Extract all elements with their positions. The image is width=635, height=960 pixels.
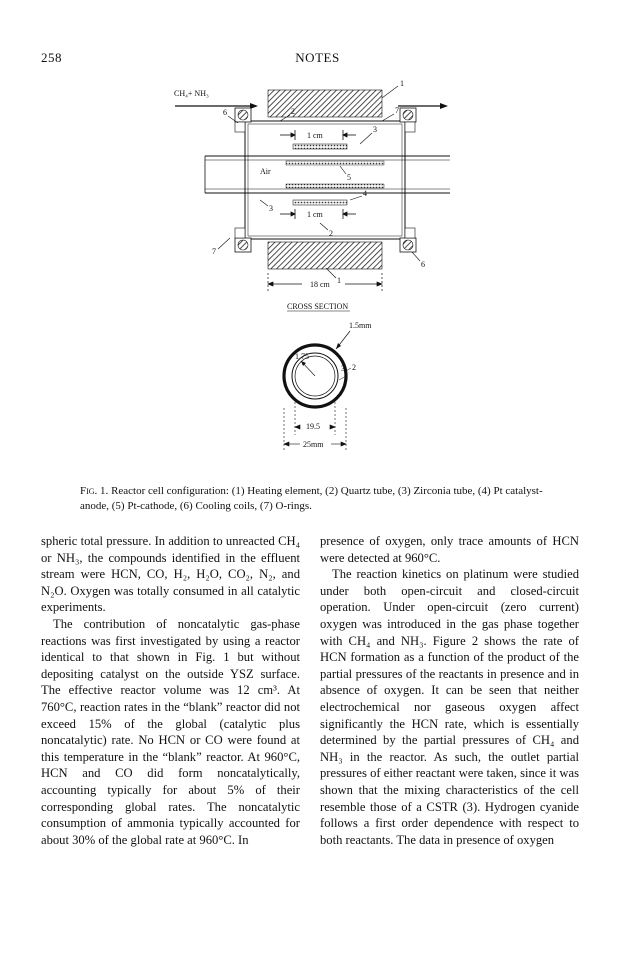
caption-lead: Fig. 1. (80, 485, 109, 497)
cross-section-callout-3: 3 (341, 364, 345, 373)
callout-3-top: 3 (373, 125, 377, 134)
callout-7-bottom-left: 7 (212, 247, 216, 256)
running-head: NOTES (295, 50, 340, 65)
left-paragraph-1: spheric total pressure. In addition to unreacted CH₄ or NH₃, the compounds identified in the effluent stream were HCN, CO, H₂, H₂O, CO₂, N₂, and N₂O. Oxygen was totally consumed in all catalytic experiments. (41, 534, 300, 615)
figure-caption (80, 484, 556, 513)
dim-1-5mm-label: 1.5mm (349, 321, 372, 330)
heating-element-bottom (268, 242, 382, 269)
cross-section-title: CROSS SECTION (287, 302, 349, 311)
dim-25mm-label: 25mm (303, 440, 324, 449)
callout-7-top-right: 7 (395, 106, 399, 115)
inlet-label: CH₄+ NH₃ (174, 89, 209, 98)
dim-1-75-label: 1.75 (295, 352, 309, 361)
pt-catalyst-anode-top (293, 144, 347, 149)
dim-19-5-label: 19.5 (306, 422, 320, 431)
pt-cathode-bottom (286, 184, 384, 188)
caption-text: Reactor cell configuration: (1) Heating element, (2) Quartz tube, (3) Zirconia tube, (4) Pt catalyst-anode, (5) Pt-cathode, (6) Cooling coils, (7) O-rings. (80, 485, 543, 512)
callout-6-bottom-right: 6 (421, 260, 425, 269)
cross-section-callout-2: 2 (352, 363, 356, 372)
right-paragraph-2: The reaction kinetics on platinum were studied under both open-circuit and closed-circuit operation. Under open-circuit (zero current) oxygen was introduced in the gas phase together with CH₄ and NH₃. Figure 2 shows the rate of HCN formation as a function of the product of the partial pressures of the reactants in presence and in absence of oxygen. It can be seen that neither electrochemical nor gaseous oxygen affect significantly the HCN rate, which is essentially determined by the partial pressures of CH₄ and NH₃ in the reactor. As such, the outlet partial pressures of either reactant were taken, since it was shown that the mixing characteristics of the cell resemble those of a CSTR (3). Hydrogen cyanide follows a first order dependence with respect to both reactants. The data in presence of oxygen (320, 567, 579, 847)
callout-5: 5 (347, 173, 351, 182)
left-column (41, 533, 300, 848)
heating-element-top (268, 90, 382, 117)
right-column (320, 533, 579, 848)
callout-6-top-left: 6 (223, 108, 227, 117)
dim-18cm-label: 18 cm (310, 280, 330, 289)
reactor-cell-figure (150, 78, 490, 483)
right-paragraph-1: presence of oxygen, only trace amounts of HCN were detected at 960°C. (320, 534, 579, 565)
end-fittings (235, 108, 416, 252)
callout-2-top: 2 (291, 107, 295, 116)
pt-cathode-top (286, 161, 384, 165)
callout-1-top: 1 (400, 79, 404, 88)
callout-3-bottom: 3 (269, 204, 273, 213)
dim-1cm-top-label: 1 cm (307, 131, 323, 140)
air-label: Air (260, 167, 271, 176)
callout-1-bottom: 1 (337, 276, 341, 285)
callout-2-bottom: 2 (329, 229, 333, 238)
outlet-arrow (440, 103, 448, 109)
pt-catalyst-anode-bottom (293, 200, 347, 205)
dim-1cm-bottom-label: 1 cm (307, 210, 323, 219)
callout-4: 4 (363, 189, 367, 198)
quartz-tube (245, 121, 405, 239)
left-paragraph-2: The contribution of noncatalytic gas-phase reactions was first investigated by using a reactor identical to that shown in Fig. 1 but without depositing catalyst on the outside YSZ surface. The effective reactor volume was 12 cm³. At 760°C, reaction rates in the “blank” reactor did not exceed 15% of the global (catalytic plus noncatalytic) rate. No HCN or CO were found at this temperature in the “blank” reactor. At 960°C, HCN and CO did form noncatalytically, accounting typically for about 5% of their corresponding global rates. The noncatalytic consumption of ammonia typically accounted for about 30% of the global rate at 960°C. In (41, 616, 300, 847)
page-number: 258 (41, 50, 62, 65)
